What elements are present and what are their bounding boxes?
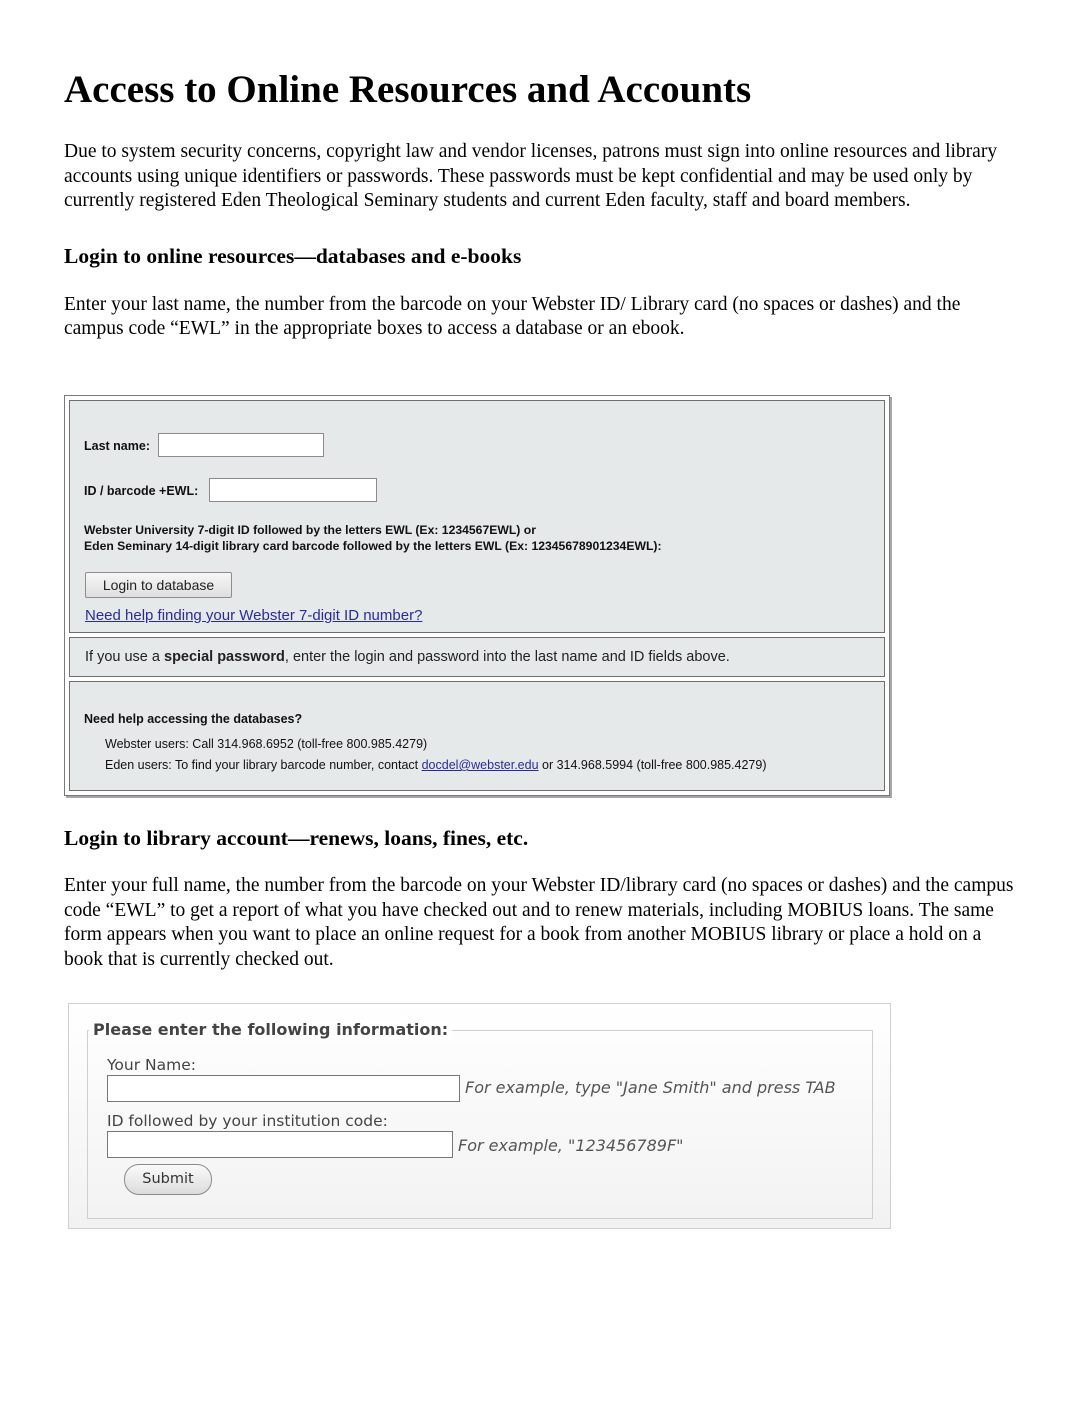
- institution-id-label: ID followed by your institution code:: [107, 1112, 388, 1130]
- section-heading-databases: Login to online resources—databases and e-books: [64, 243, 522, 268]
- document-page: [64, 62, 1024, 342]
- intro-paragraph: Due to system security concerns, copyright law and vendor licenses, patrons must sign into online resources and library accounts using unique identifiers or passwords. These passwords must be kept confidential and may be used only by currently registered Eden Theological Seminary students and current Eden faculty, staff and board members.: [64, 141, 998, 212]
- id-format-note-line: Eden Seminary 14-digit library card barcode followed by the letters EWL (Ex: 12345678901234EWL):: [84, 538, 662, 553]
- databases-instructions: Enter your last name, the number from the barcode on your Webster ID/ Library card (no spaces or dashes) and the campus code “EWL” in the appropriate boxes to access a database or an ebook.: [64, 293, 961, 340]
- eden-users-line: [105, 758, 767, 772]
- library-account-form: [68, 1003, 891, 1229]
- id-barcode-label: ID / barcode +EWL:: [84, 484, 199, 498]
- institution-id-hint: For example, "123456789F": [458, 1136, 684, 1155]
- last-name-label: Last name:: [84, 439, 150, 453]
- docdel-email-link[interactable]: docdel@webster.edu: [421, 758, 539, 772]
- special-password-prefix: If you use a: [85, 649, 164, 665]
- your-name-hint: For example, type "Jane Smith" and press TAB: [465, 1078, 836, 1097]
- database-help-heading: Need help accessing the databases?: [84, 712, 303, 726]
- database-help-panel: [69, 681, 885, 791]
- special-password-emphasis: special password: [164, 649, 285, 665]
- page-title: Access to Online Resources and Accounts: [64, 68, 752, 111]
- library-account-section: [64, 824, 1024, 972]
- your-name-input[interactable]: [107, 1075, 460, 1102]
- id-format-note-line: Webster University 7-digit ID followed by the letters EWL (Ex: 1234567EWL) or: [84, 523, 536, 537]
- section-heading-library-account: Login to library account—renews, loans, fines, etc.: [64, 826, 529, 850]
- submit-button[interactable]: Submit: [124, 1164, 212, 1195]
- institution-id-input[interactable]: [107, 1131, 453, 1158]
- special-password-text: [85, 649, 730, 665]
- webster-users-line: Webster users: Call 314.968.6952 (toll-free 800.985.4279): [105, 737, 428, 751]
- id-format-note: [84, 523, 662, 554]
- login-to-database-button[interactable]: Login to database: [85, 572, 232, 598]
- eden-users-suffix: or 314.968.5994 (toll-free 800.985.4279): [538, 758, 767, 772]
- special-password-suffix: , enter the login and password into the last name and ID fields above.: [284, 649, 730, 665]
- form-legend: Please enter the following information:: [89, 1020, 452, 1039]
- your-name-label: Your Name:: [107, 1056, 196, 1074]
- eden-users-prefix: Eden users: To find your library barcode number, contact: [105, 758, 422, 772]
- last-name-input[interactable]: [158, 433, 324, 457]
- database-login-box: [64, 395, 890, 796]
- database-login-panel: [69, 400, 885, 633]
- special-password-panel: [69, 637, 885, 677]
- library-account-instructions: Enter your full name, the number from the barcode on your Webster ID/library card (no spaces or dashes) and the campus code “EWL” to get a report of what you have checked out and to renew materials, including MOBIUS loans. The same form appears when you want to place an online request for a book from another MOBIUS library or place a hold on a book that is currently checked out.: [64, 875, 1014, 970]
- webster-id-help-link[interactable]: Need help finding your Webster 7-digit ID number?: [85, 607, 423, 624]
- id-barcode-input[interactable]: [209, 478, 377, 502]
